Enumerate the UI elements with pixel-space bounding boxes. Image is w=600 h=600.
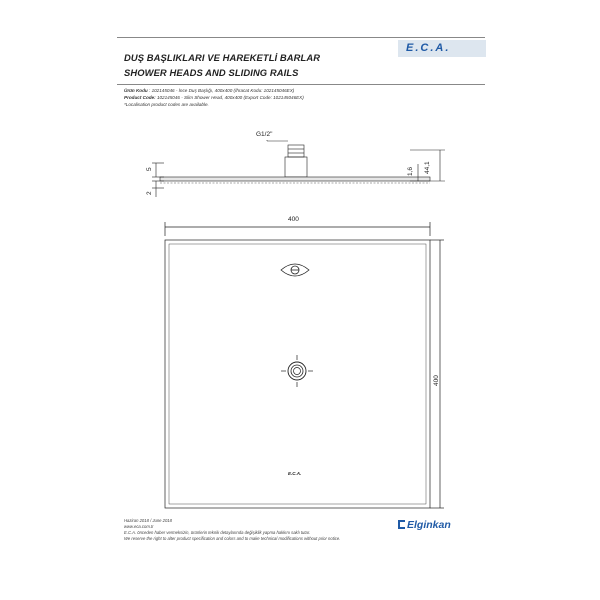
shower-plate-outer [165, 240, 430, 508]
title-turkish: DUŞ BAŞLIKLARI VE HAREKETLİ BARLAR [124, 52, 321, 63]
dim-thread-label: G1/2" [256, 131, 273, 138]
thread-fitting [288, 145, 304, 157]
dim-height-label: 400 [433, 375, 440, 386]
dim-width-label: 400 [288, 216, 299, 223]
elginkan-logo [398, 519, 451, 531]
dim-2-label: 2 [146, 191, 153, 195]
product-code-label-tr: Ürün Kodu [124, 88, 148, 93]
footer-site: www.eca.com.tr [124, 524, 154, 529]
eca-logo-text: E.C.A. [406, 42, 451, 54]
footer-date: Haziran 2018 / June 2018 [124, 518, 172, 523]
dim-441-label: 44,1 [424, 161, 431, 174]
dim-5-label: 5 [146, 167, 153, 171]
face-logo: E.C.A. [288, 471, 302, 476]
product-code-value-tr: : 102145046 - İnce Duş Başlığı, 400x400 (İhracat Kodu: 102145046EX) [149, 88, 295, 93]
title-english: SHOWER HEADS AND SLIDING RAILS [124, 67, 299, 78]
top-view [165, 222, 444, 508]
shower-plate-inner [169, 244, 426, 504]
localisation-note: *Localisation product codes are available. [124, 102, 209, 107]
footer-disclaimer-en: We reserve the right to alter product specification and colors and to make technical modifications without prior notice. [124, 536, 341, 541]
dim-16-label: 1,6 [407, 166, 414, 176]
side-view [152, 140, 445, 197]
footer-disclaimer-tr: E.C.A. önceden haber vermeksizin, ürünlerin teknik detaylarında değişiklik yapma hakkını saklı tutar. [124, 530, 311, 535]
elginkan-mark-icon [398, 520, 405, 529]
shower-plate-side [160, 177, 430, 181]
product-code-value-en: 102145046 - Slim Shower Head, 400x400 (Export Code: 102145046EX) [156, 95, 304, 100]
elginkan-text: Elginkan [407, 519, 451, 531]
product-code-label-en: Product Code: [124, 95, 156, 100]
connector-body [285, 157, 307, 177]
